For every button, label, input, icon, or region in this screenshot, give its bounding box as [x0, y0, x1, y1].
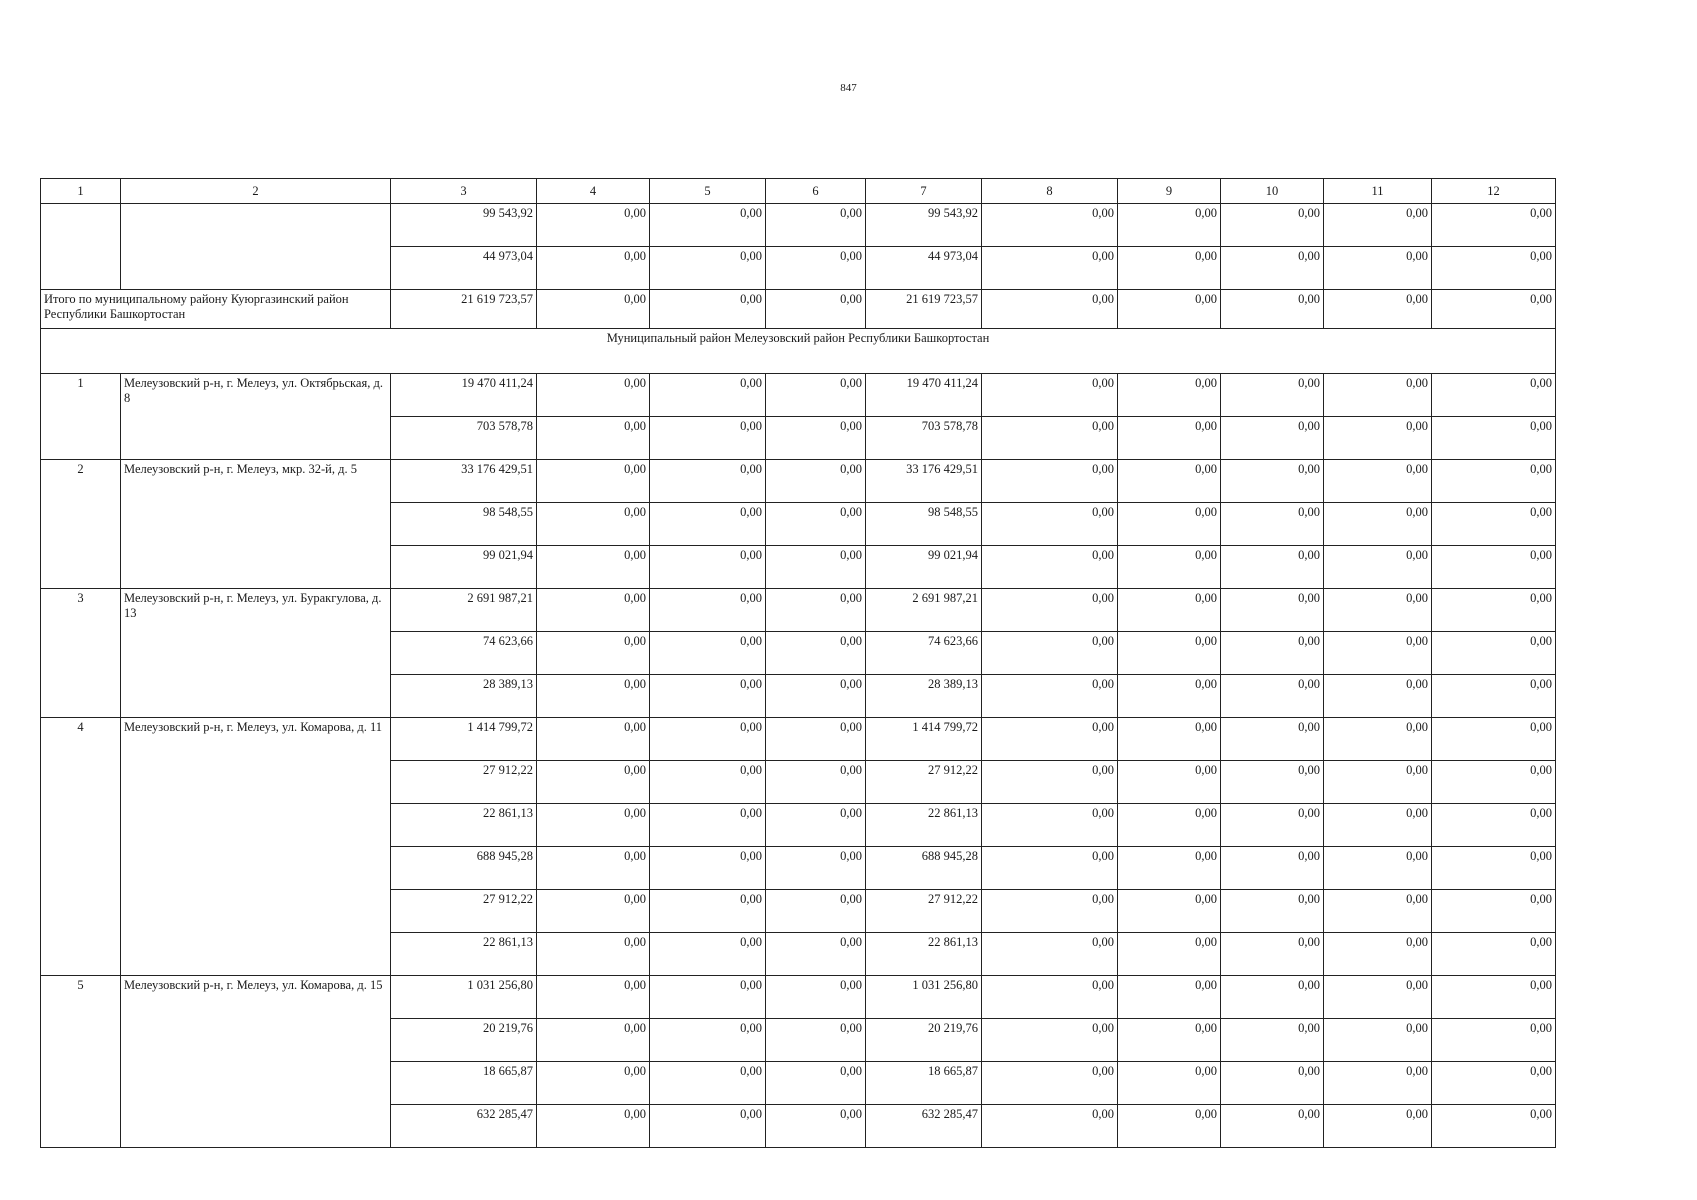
amount-cell: 0,00 [766, 847, 866, 890]
amount-cell: 0,00 [650, 1105, 766, 1148]
amount-cell: 0,00 [1221, 417, 1324, 460]
amount-cell: 0,00 [1432, 675, 1556, 718]
amount-cell: 0,00 [982, 546, 1118, 589]
district-row [41, 329, 1556, 374]
amount-cell: 0,00 [1118, 503, 1221, 546]
column-number-header: 4 [537, 179, 650, 204]
amount-cell: 0,00 [650, 204, 766, 247]
amount-cell: 0,00 [1221, 374, 1324, 417]
amount-cell: 0,00 [1324, 976, 1432, 1019]
amount-cell: 0,00 [766, 204, 866, 247]
address-cell: Мелеузовский р-н, г. Мелеуз, ул. Комарова, д. 11 [121, 718, 391, 976]
amount-cell: 0,00 [650, 374, 766, 417]
amount-cell: 1 414 799,72 [391, 718, 537, 761]
amount-cell: 0,00 [766, 589, 866, 632]
amount-cell: 0,00 [766, 933, 866, 976]
amount-cell: 0,00 [1324, 417, 1432, 460]
amount-cell: 0,00 [537, 374, 650, 417]
amount-cell: 2 691 987,21 [866, 589, 982, 632]
address-cell [121, 204, 391, 290]
amount-cell: 0,00 [1118, 847, 1221, 890]
amount-cell: 0,00 [650, 460, 766, 503]
row-number-cell [41, 204, 121, 290]
amount-cell: 99 543,92 [866, 204, 982, 247]
amount-cell: 0,00 [1221, 718, 1324, 761]
amount-cell: 0,00 [1118, 1019, 1221, 1062]
amount-cell: 99 543,92 [391, 204, 537, 247]
row-number-cell: 2 [41, 460, 121, 589]
amount-cell: 27 912,22 [391, 890, 537, 933]
amount-cell: 28 389,13 [866, 675, 982, 718]
amount-cell: 0,00 [766, 247, 866, 290]
amount-cell: 0,00 [537, 589, 650, 632]
amount-cell: 0,00 [1324, 632, 1432, 675]
amount-cell: 0,00 [1221, 460, 1324, 503]
amount-cell: 0,00 [1324, 1019, 1432, 1062]
amount-cell: 0,00 [1221, 1105, 1324, 1148]
amount-cell: 0,00 [1221, 804, 1324, 847]
amount-cell: 0,00 [650, 675, 766, 718]
amount-cell: 0,00 [1324, 761, 1432, 804]
amount-cell: 0,00 [982, 417, 1118, 460]
amount-cell: 0,00 [537, 1062, 650, 1105]
amount-cell: 0,00 [982, 374, 1118, 417]
column-number-header: 9 [1118, 179, 1221, 204]
total-row [41, 290, 1556, 329]
amount-cell: 0,00 [1324, 847, 1432, 890]
address-cell: Мелеузовский р-н, г. Мелеуз, ул. Октябрьская, д. 8 [121, 374, 391, 460]
amount-cell: 0,00 [1221, 1062, 1324, 1105]
amount-cell: 0,00 [1221, 204, 1324, 247]
table-body [41, 204, 1556, 1148]
amount-cell: 0,00 [1432, 761, 1556, 804]
amount-cell: 0,00 [1432, 933, 1556, 976]
amount-cell: 0,00 [982, 761, 1118, 804]
total-amount-cell: 0,00 [1118, 290, 1221, 329]
amount-cell: 0,00 [537, 718, 650, 761]
column-number-row [41, 179, 1556, 204]
amount-cell: 0,00 [650, 632, 766, 675]
amount-cell: 44 973,04 [866, 247, 982, 290]
amount-cell: 0,00 [982, 718, 1118, 761]
amount-cell: 33 176 429,51 [391, 460, 537, 503]
amount-cell: 0,00 [1432, 460, 1556, 503]
amount-cell: 0,00 [1324, 1062, 1432, 1105]
amount-cell: 0,00 [766, 632, 866, 675]
amount-cell: 33 176 429,51 [866, 460, 982, 503]
total-label: Итого по муниципальному району Куюргазинский район Республики Башкортостан [41, 290, 391, 329]
amount-cell: 0,00 [1324, 589, 1432, 632]
amount-cell: 0,00 [982, 1105, 1118, 1148]
amount-cell: 74 623,66 [391, 632, 537, 675]
amount-cell: 22 861,13 [391, 933, 537, 976]
amount-cell: 0,00 [1118, 460, 1221, 503]
amount-cell: 0,00 [1324, 247, 1432, 290]
amount-cell: 0,00 [537, 204, 650, 247]
amount-cell: 632 285,47 [866, 1105, 982, 1148]
amount-cell: 0,00 [982, 204, 1118, 247]
amount-cell: 0,00 [1118, 1062, 1221, 1105]
amount-cell: 0,00 [766, 1062, 866, 1105]
address-cell: Мелеузовский р-н, г. Мелеуз, ул. Буракгулова, д. 13 [121, 589, 391, 718]
amount-cell: 0,00 [537, 976, 650, 1019]
amount-cell: 74 623,66 [866, 632, 982, 675]
amount-cell: 0,00 [650, 847, 766, 890]
row-number-cell: 1 [41, 374, 121, 460]
amount-cell: 0,00 [1221, 546, 1324, 589]
total-amount-cell: 0,00 [650, 290, 766, 329]
amount-cell: 0,00 [1324, 718, 1432, 761]
amount-cell: 0,00 [537, 804, 650, 847]
amount-cell: 1 414 799,72 [866, 718, 982, 761]
amount-cell: 27 912,22 [866, 761, 982, 804]
amount-cell: 0,00 [650, 761, 766, 804]
address-cell: Мелеузовский р-н, г. Мелеуз, ул. Комарова, д. 15 [121, 976, 391, 1148]
amount-cell: 0,00 [1432, 417, 1556, 460]
amount-cell: 0,00 [1221, 589, 1324, 632]
amount-cell: 0,00 [650, 503, 766, 546]
amount-cell: 0,00 [1221, 933, 1324, 976]
amount-cell: 0,00 [982, 976, 1118, 1019]
amount-cell: 28 389,13 [391, 675, 537, 718]
total-amount-cell: 0,00 [1324, 290, 1432, 329]
amount-cell: 632 285,47 [391, 1105, 537, 1148]
column-number-header: 7 [866, 179, 982, 204]
amount-cell: 0,00 [1324, 890, 1432, 933]
amount-cell: 0,00 [766, 374, 866, 417]
amount-cell: 0,00 [1221, 1019, 1324, 1062]
row-number-cell: 3 [41, 589, 121, 718]
amount-cell: 18 665,87 [391, 1062, 537, 1105]
total-amount-cell: 0,00 [537, 290, 650, 329]
amount-cell: 0,00 [982, 1019, 1118, 1062]
amount-cell: 0,00 [1432, 374, 1556, 417]
column-number-header: 5 [650, 179, 766, 204]
budget-table [40, 178, 1556, 1148]
amount-cell: 0,00 [650, 1019, 766, 1062]
amount-cell: 22 861,13 [391, 804, 537, 847]
amount-cell: 1 031 256,80 [391, 976, 537, 1019]
column-number-header: 10 [1221, 179, 1324, 204]
amount-cell: 0,00 [1324, 675, 1432, 718]
amount-cell: 0,00 [1432, 976, 1556, 1019]
amount-cell: 27 912,22 [866, 890, 982, 933]
amount-cell: 0,00 [537, 632, 650, 675]
amount-cell: 2 691 987,21 [391, 589, 537, 632]
amount-cell: 0,00 [982, 589, 1118, 632]
table-row [41, 718, 1556, 761]
amount-cell: 0,00 [1324, 804, 1432, 847]
amount-cell: 0,00 [766, 1019, 866, 1062]
amount-cell: 0,00 [1432, 632, 1556, 675]
amount-cell: 0,00 [537, 1019, 650, 1062]
amount-cell: 20 219,76 [866, 1019, 982, 1062]
amount-cell: 0,00 [766, 675, 866, 718]
amount-cell: 0,00 [537, 460, 650, 503]
amount-cell: 0,00 [1221, 847, 1324, 890]
amount-cell: 0,00 [650, 589, 766, 632]
amount-cell: 0,00 [537, 503, 650, 546]
amount-cell: 0,00 [1118, 976, 1221, 1019]
amount-cell: 0,00 [537, 1105, 650, 1148]
address-cell: Мелеузовский р-н, г. Мелеуз, мкр. 32-й, д. 5 [121, 460, 391, 589]
amount-cell: 0,00 [982, 847, 1118, 890]
amount-cell: 0,00 [1118, 204, 1221, 247]
amount-cell: 19 470 411,24 [391, 374, 537, 417]
column-number-header: 2 [121, 179, 391, 204]
amount-cell: 0,00 [537, 675, 650, 718]
amount-cell: 0,00 [650, 976, 766, 1019]
amount-cell: 0,00 [650, 718, 766, 761]
amount-cell: 20 219,76 [391, 1019, 537, 1062]
amount-cell: 0,00 [1118, 890, 1221, 933]
district-title: Муниципальный район Мелеузовский район Республики Башкортостан [41, 329, 1556, 374]
amount-cell: 0,00 [766, 804, 866, 847]
row-number-cell: 5 [41, 976, 121, 1148]
amount-cell: 0,00 [537, 546, 650, 589]
amount-cell: 0,00 [1221, 890, 1324, 933]
amount-cell: 0,00 [982, 460, 1118, 503]
table-row [41, 460, 1556, 503]
amount-cell: 0,00 [1118, 804, 1221, 847]
column-number-header: 1 [41, 179, 121, 204]
amount-cell: 0,00 [1118, 417, 1221, 460]
amount-cell: 0,00 [1432, 204, 1556, 247]
amount-cell: 0,00 [766, 417, 866, 460]
amount-cell: 0,00 [650, 417, 766, 460]
amount-cell: 0,00 [1324, 374, 1432, 417]
amount-cell: 0,00 [1432, 1105, 1556, 1148]
amount-cell: 0,00 [650, 1062, 766, 1105]
total-amount-cell: 0,00 [1432, 290, 1556, 329]
amount-cell: 703 578,78 [391, 417, 537, 460]
amount-cell: 99 021,94 [391, 546, 537, 589]
amount-cell: 0,00 [1221, 503, 1324, 546]
amount-cell: 44 973,04 [391, 247, 537, 290]
amount-cell: 1 031 256,80 [866, 976, 982, 1019]
amount-cell: 0,00 [982, 632, 1118, 675]
amount-cell: 19 470 411,24 [866, 374, 982, 417]
column-number-header: 11 [1324, 179, 1432, 204]
total-amount-cell: 0,00 [766, 290, 866, 329]
amount-cell: 0,00 [982, 1062, 1118, 1105]
total-amount-cell: 21 619 723,57 [391, 290, 537, 329]
column-number-header: 8 [982, 179, 1118, 204]
amount-cell: 0,00 [1432, 503, 1556, 546]
amount-cell: 688 945,28 [866, 847, 982, 890]
amount-cell: 0,00 [982, 247, 1118, 290]
amount-cell: 0,00 [1221, 976, 1324, 1019]
table-header [41, 179, 1556, 204]
amount-cell: 27 912,22 [391, 761, 537, 804]
total-amount-cell: 21 619 723,57 [866, 290, 982, 329]
amount-cell: 0,00 [982, 933, 1118, 976]
amount-cell: 0,00 [1432, 847, 1556, 890]
amount-cell: 98 548,55 [391, 503, 537, 546]
amount-cell: 0,00 [1118, 1105, 1221, 1148]
amount-cell: 0,00 [1118, 761, 1221, 804]
amount-cell: 688 945,28 [391, 847, 537, 890]
amount-cell: 0,00 [1432, 718, 1556, 761]
amount-cell: 99 021,94 [866, 546, 982, 589]
total-amount-cell: 0,00 [982, 290, 1118, 329]
amount-cell: 0,00 [1432, 804, 1556, 847]
amount-cell: 0,00 [982, 503, 1118, 546]
amount-cell: 0,00 [1432, 546, 1556, 589]
amount-cell: 0,00 [766, 890, 866, 933]
amount-cell: 0,00 [766, 460, 866, 503]
amount-cell: 0,00 [1118, 247, 1221, 290]
amount-cell: 0,00 [1324, 460, 1432, 503]
amount-cell: 0,00 [537, 417, 650, 460]
page-number: 847 [840, 82, 857, 94]
total-amount-cell: 0,00 [1221, 290, 1324, 329]
amount-cell: 0,00 [766, 761, 866, 804]
amount-cell: 0,00 [1118, 933, 1221, 976]
amount-cell: 0,00 [650, 247, 766, 290]
amount-cell: 0,00 [1432, 1019, 1556, 1062]
amount-cell: 0,00 [766, 503, 866, 546]
amount-cell: 0,00 [1118, 546, 1221, 589]
amount-cell: 0,00 [1324, 546, 1432, 589]
table-row [41, 204, 1556, 247]
amount-cell: 0,00 [1118, 589, 1221, 632]
amount-cell: 0,00 [1118, 632, 1221, 675]
amount-cell: 22 861,13 [866, 933, 982, 976]
amount-cell: 0,00 [766, 546, 866, 589]
amount-cell: 0,00 [537, 933, 650, 976]
column-number-header: 6 [766, 179, 866, 204]
amount-cell: 18 665,87 [866, 1062, 982, 1105]
amount-cell: 0,00 [650, 804, 766, 847]
amount-cell: 703 578,78 [866, 417, 982, 460]
amount-cell: 0,00 [1118, 675, 1221, 718]
amount-cell: 0,00 [1324, 204, 1432, 247]
amount-cell: 0,00 [1432, 247, 1556, 290]
amount-cell: 0,00 [650, 890, 766, 933]
amount-cell: 0,00 [1221, 247, 1324, 290]
amount-cell: 0,00 [1432, 890, 1556, 933]
amount-cell: 0,00 [537, 247, 650, 290]
amount-cell: 0,00 [1221, 761, 1324, 804]
amount-cell: 0,00 [1324, 933, 1432, 976]
row-number-cell: 4 [41, 718, 121, 976]
table-row [41, 976, 1556, 1019]
amount-cell: 0,00 [1221, 675, 1324, 718]
column-number-header: 3 [391, 179, 537, 204]
amount-cell: 0,00 [766, 1105, 866, 1148]
amount-cell: 0,00 [766, 718, 866, 761]
amount-cell: 0,00 [982, 890, 1118, 933]
amount-cell: 0,00 [1118, 374, 1221, 417]
amount-cell: 0,00 [982, 675, 1118, 718]
table-row [41, 374, 1556, 417]
amount-cell: 22 861,13 [866, 804, 982, 847]
amount-cell: 0,00 [1324, 1105, 1432, 1148]
amount-cell: 0,00 [1432, 589, 1556, 632]
amount-cell: 0,00 [1324, 503, 1432, 546]
column-number-header: 12 [1432, 179, 1556, 204]
amount-cell: 0,00 [537, 761, 650, 804]
amount-cell: 0,00 [1432, 1062, 1556, 1105]
amount-cell: 0,00 [982, 804, 1118, 847]
amount-cell: 0,00 [537, 890, 650, 933]
amount-cell: 0,00 [537, 847, 650, 890]
amount-cell: 98 548,55 [866, 503, 982, 546]
table-row [41, 589, 1556, 632]
amount-cell: 0,00 [1118, 718, 1221, 761]
amount-cell: 0,00 [1221, 632, 1324, 675]
amount-cell: 0,00 [650, 546, 766, 589]
amount-cell: 0,00 [766, 976, 866, 1019]
amount-cell: 0,00 [650, 933, 766, 976]
